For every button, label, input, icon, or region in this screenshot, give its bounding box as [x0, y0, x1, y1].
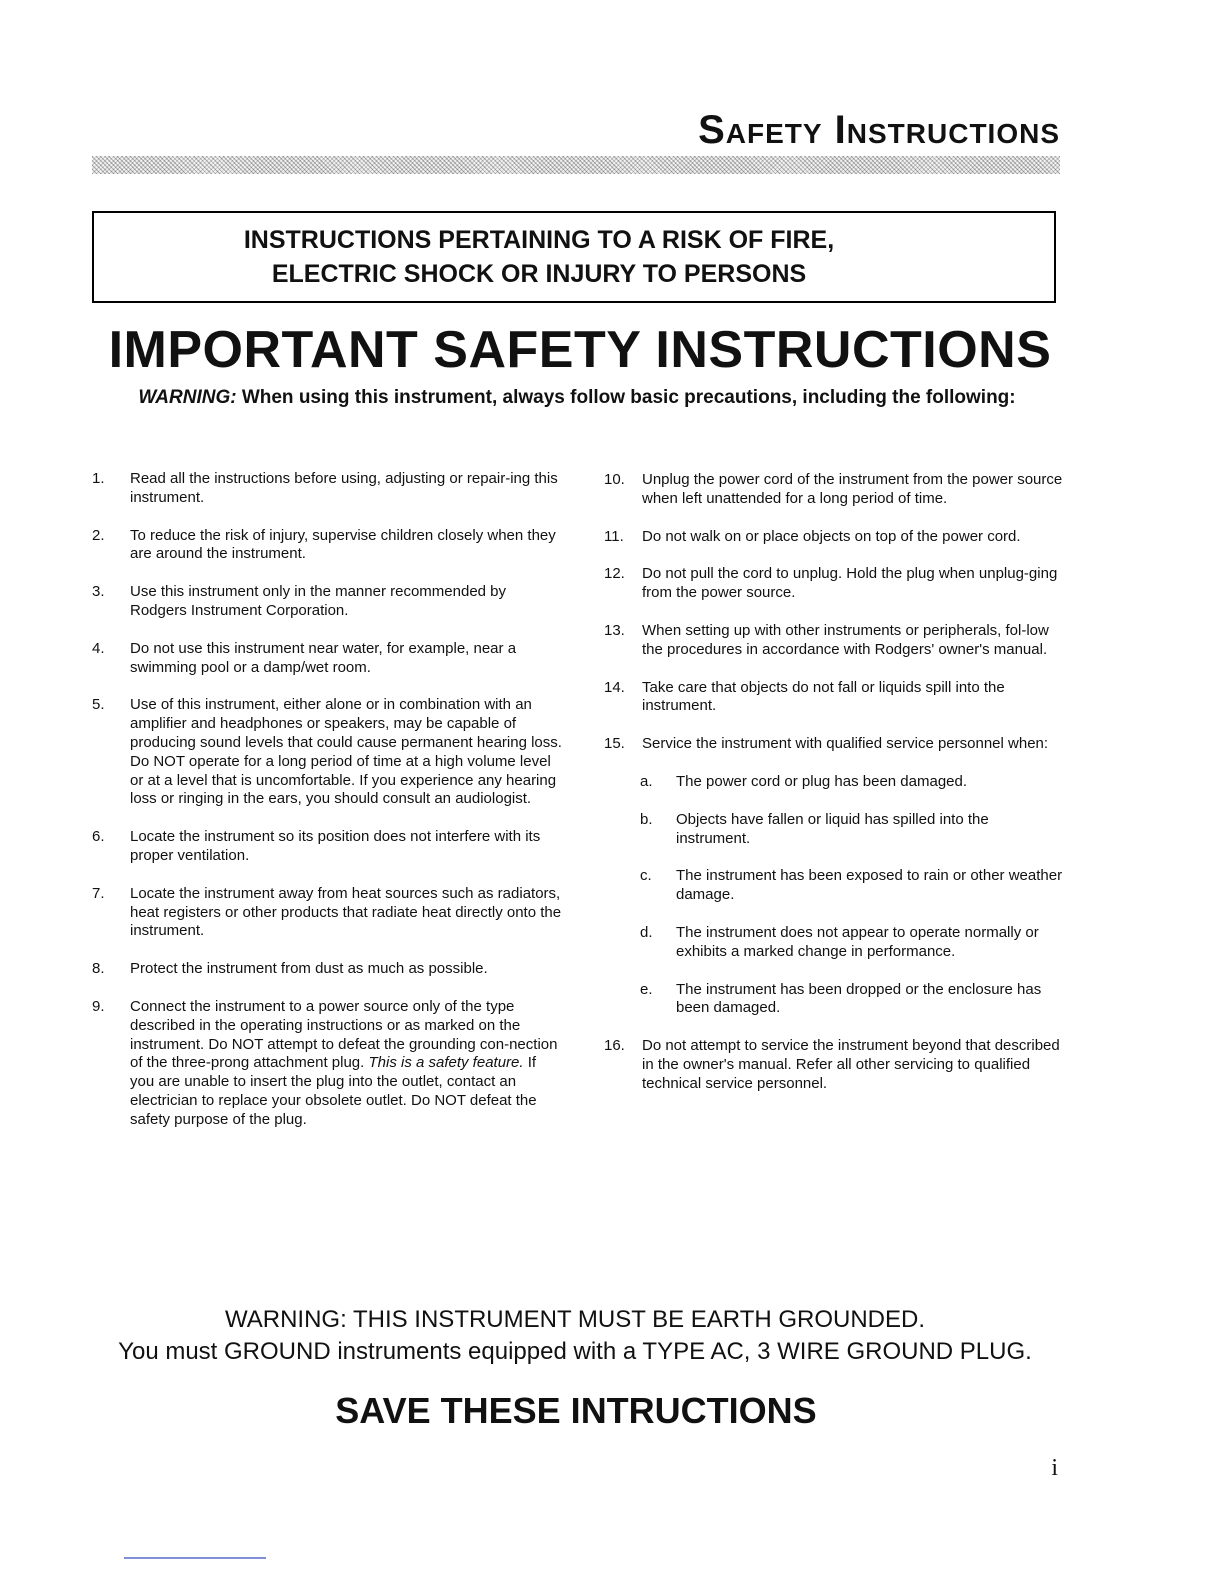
left-column [92, 470, 562, 1149]
list-item [92, 583, 562, 621]
sub-item-letter: b. [640, 810, 653, 828]
item-number: 15. [604, 735, 625, 753]
header-rule [92, 156, 1060, 174]
list-item [604, 528, 1064, 547]
scan-mark-line [124, 1557, 266, 1559]
list-item [92, 696, 562, 809]
sub-list-item [604, 924, 1064, 962]
item-number: 14. [604, 678, 625, 696]
item-text: Service the instrument with qualified service personnel when: [642, 735, 1049, 753]
notice-line-1: INSTRUCTIONS PERTAINING TO A RISK OF FIRE, [243, 226, 835, 254]
item-number: 1. [92, 470, 105, 487]
list-item [604, 471, 1064, 509]
list-item [92, 527, 562, 565]
list-item [604, 622, 1064, 660]
item-number: 8. [92, 960, 105, 978]
list-item [92, 960, 562, 979]
sub-list-item [604, 773, 1064, 792]
item-number: 4. [92, 639, 105, 657]
sub-item-letter: d. [640, 923, 653, 941]
item-text: Do not pull the cord to unplug. Hold the plug when unplug-ging from the power source. [642, 565, 1058, 602]
item-number: 16. [604, 1037, 625, 1055]
page-header-title: Safety Instructions [698, 108, 1060, 152]
list-item [92, 828, 562, 866]
sub-item-letter: c. [640, 867, 652, 885]
item-number: 11. [604, 527, 624, 545]
sub-item-text: Objects have fallen or liquid has spilled into the instrument. [676, 810, 989, 847]
item-text [130, 998, 562, 1130]
list-item [604, 565, 1064, 603]
warning-label: WARNING: [138, 387, 237, 408]
page-number: i [1051, 1455, 1058, 1481]
warning-text: When using this instrument, always follow basic precautions, including the following: [236, 387, 1016, 408]
list-item [604, 679, 1064, 717]
item-text-emphasis: This is a safety feature. [368, 1054, 524, 1072]
warning-line [0, 387, 1154, 409]
item-text: Use of this instrument, either alone or in combination with an amplifier and headphones or speakers, may be capable of producing sound levels that could cause permanent hearing loss. Do NOT operate for a long period of time at a high volume level or at a level that is uncomfortable. If you experience any hearing loss or ringing in the ears, you should consult an audiologist. [130, 696, 562, 808]
item-text-part: If you are unable to insert the plug into the outlet, contact an electrician to replace your obsolete outlet. Do NOT defeat the safety purpose of the plug. [130, 1054, 537, 1128]
item-number: 2. [92, 526, 105, 544]
sub-item-letter: a. [640, 772, 653, 790]
item-text: When setting up with other instruments or peripherals, fol-low the procedures in accordance with Rodgers' owner's manual. [642, 621, 1049, 658]
ground-warning [0, 1304, 1150, 1368]
item-number: 10. [604, 471, 625, 488]
list-item [92, 885, 562, 941]
sub-list-item [604, 867, 1064, 905]
ground-warning-line-1: WARNING: THIS INSTRUMENT MUST BE EARTH GROUNDED. [224, 1306, 926, 1333]
sub-list-item [604, 811, 1064, 849]
list-item [604, 1037, 1064, 1093]
item-text: Take care that objects do not fall or liquids spill into the instrument. [642, 678, 1005, 715]
item-number: 13. [604, 621, 625, 639]
item-number: 9. [92, 997, 105, 1015]
sub-item-text: The instrument has been dropped or the enclosure has been damaged. [676, 980, 1042, 1017]
item-number: 5. [92, 696, 105, 714]
notice-line-2: ELECTRIC SHOCK OR INJURY TO PERSONS [271, 260, 807, 288]
sub-item-text: The instrument has been exposed to rain or other weather damage. [676, 867, 1063, 904]
item-number: 12. [604, 565, 625, 583]
item-text: Do not use this instrument near water, for example, near a swimming pool or a damp/wet room. [130, 639, 517, 676]
item-text: To reduce the risk of injury, supervise children closely when they are around the instrument. [130, 526, 556, 563]
item-number: 6. [92, 828, 105, 846]
item-number: 7. [92, 884, 105, 902]
item-text: Read all the instructions before using, adjusting or repair-ing this instrument. [130, 470, 558, 506]
item-text: Unplug the power cord of the instrument from the power source when left unattended for a long period of time. [642, 471, 1063, 507]
sub-item-text: The power cord or plug has been damaged. [676, 772, 968, 790]
list-item [604, 735, 1064, 754]
item-text: Do not walk on or place objects on top of the power cord. [642, 527, 1021, 545]
item-number: 3. [92, 583, 105, 601]
sub-item-text: The instrument does not appear to operate normally or exhibits a marked change in performance. [676, 923, 1039, 960]
item-text: Protect the instrument from dust as much as possible. [130, 960, 488, 978]
sub-item-letter: e. [640, 980, 653, 998]
item-text: Locate the instrument away from heat sources such as radiators, heat registers or other products that radiate heat directly onto the instrument. [130, 884, 562, 940]
right-column [604, 471, 1064, 1113]
list-item [92, 998, 562, 1130]
item-text: Do not attempt to service the instrument beyond that described in the owner's manual. Refer all other servicing to qualified technical service personnel. [642, 1037, 1060, 1092]
item-text: Locate the instrument so its position does not interfere with its proper ventilation. [130, 828, 541, 864]
item-text: Use this instrument only in the manner recommended by Rodgers Instrument Corporation. [130, 583, 507, 619]
ground-warning-line-2: You must GROUND instruments equipped with a TYPE AC, 3 WIRE GROUND PLUG. [118, 1338, 1032, 1365]
notice-box [92, 211, 1056, 303]
list-item [92, 470, 562, 508]
item-text-part: Connect the instrument to a power source only of the type described in the operating instructions or as marked on the instrument. Do NOT attempt to defeat the grounding con-nection of the three-prong attachment plug. [130, 997, 558, 1072]
main-title: IMPORTANT SAFETY INSTRUCTIONS [108, 321, 1052, 379]
sub-list-item [604, 981, 1064, 1019]
save-instructions-title: SAVE THESE INTRUCTIONS [335, 1390, 817, 1431]
list-item [92, 640, 562, 678]
